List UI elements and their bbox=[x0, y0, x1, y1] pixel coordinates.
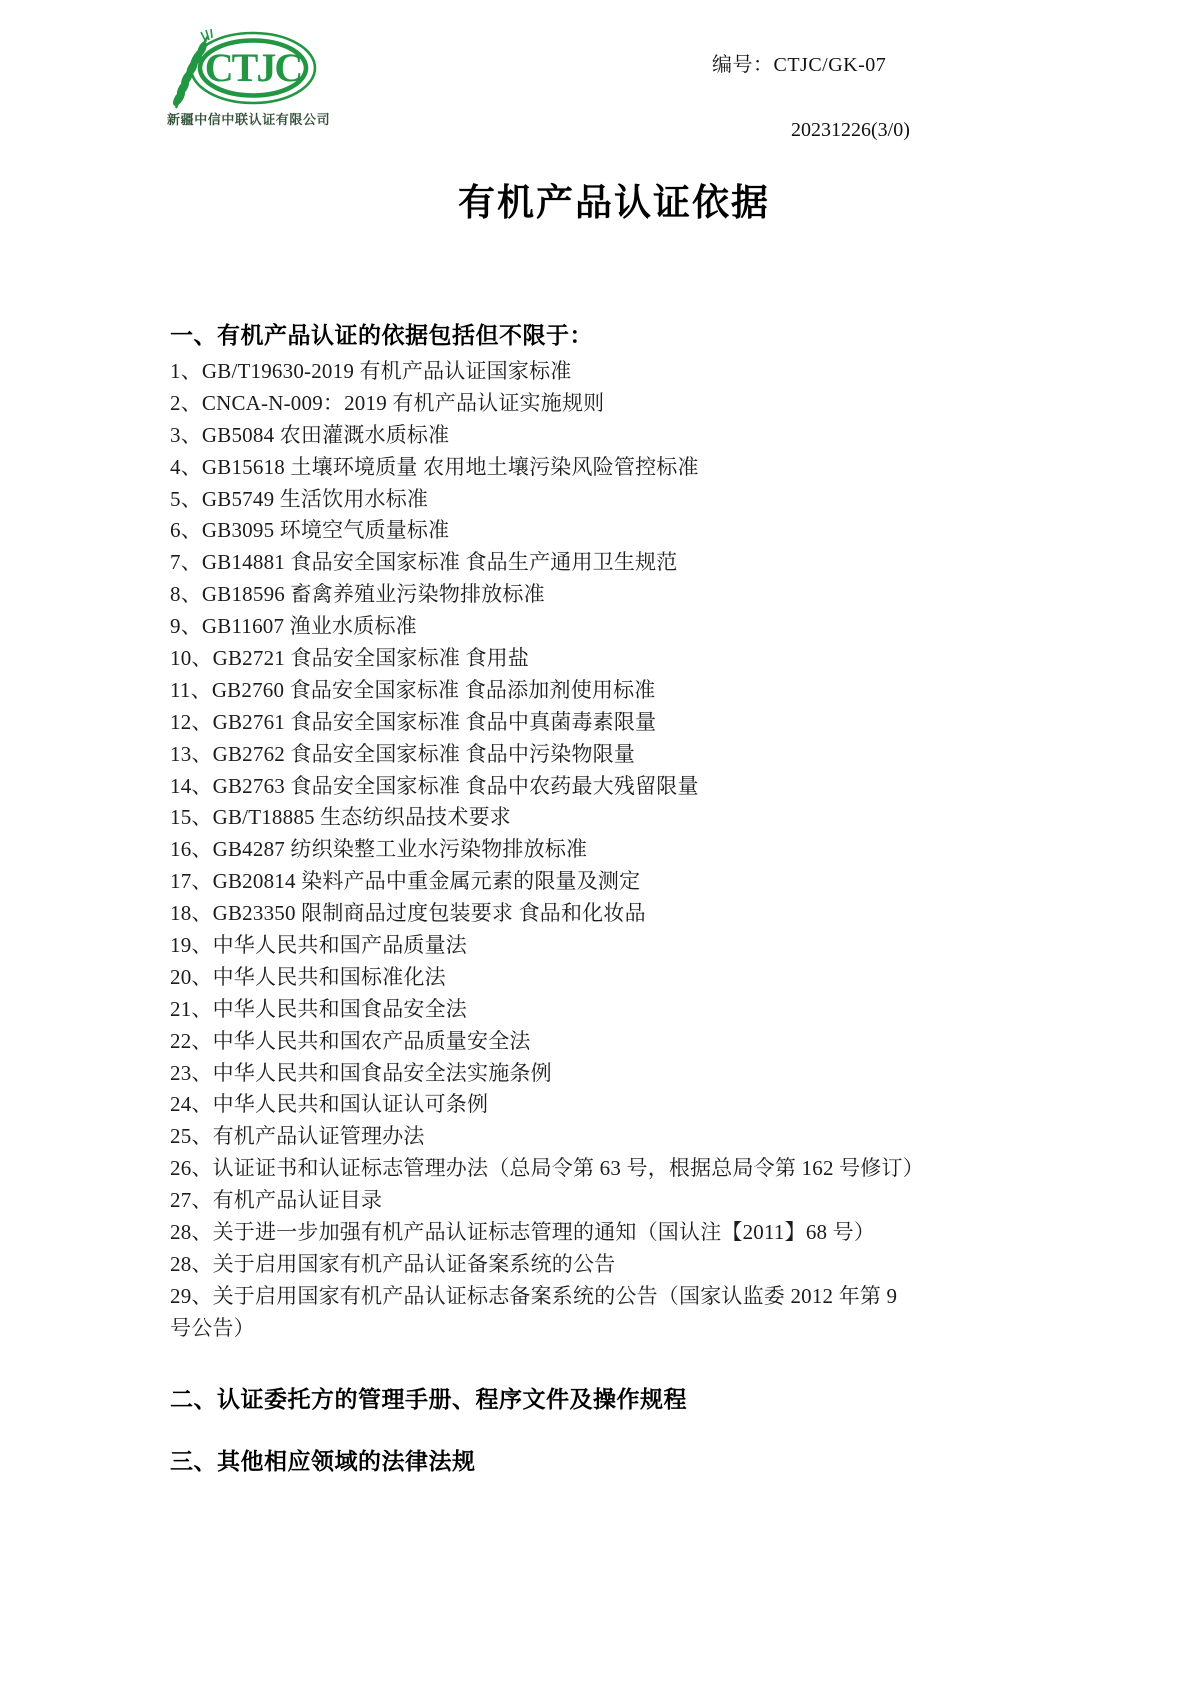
list-item: 10、GB2721 食品安全国家标准 食用盐 bbox=[170, 646, 530, 671]
list-item: 4、GB15618 土壤环境质量 农用地土壤污染风险管控标准 bbox=[170, 454, 699, 479]
list-item: 11、GB2760 食品安全国家标准 食品添加剂使用标准 bbox=[170, 677, 656, 702]
standards-list bbox=[170, 356, 1070, 1345]
doc-number: 编号：CTJC/GK-07 bbox=[712, 54, 887, 76]
list-item: 6、GB3095 环境空气质量标准 bbox=[170, 518, 450, 543]
company-logo bbox=[160, 28, 360, 110]
list-item: 20、中华人民共和国标准化法 bbox=[170, 964, 446, 989]
list-item: 28、关于进一步加强有机产品认证标志管理的通知（国认注【2011】68 号） bbox=[170, 1220, 876, 1245]
ctjc-logo-icon bbox=[160, 28, 325, 110]
page-title: 有机产品认证依据 bbox=[458, 182, 770, 223]
list-item: 24、中华人民共和国认证认可条例 bbox=[170, 1092, 489, 1117]
list-item: 22、中华人民共和国农产品质量安全法 bbox=[170, 1028, 531, 1053]
list-item: 27、有机产品认证目录 bbox=[170, 1188, 383, 1213]
section-heading-2: 二、认证委托方的管理手册、程序文件及操作规程 bbox=[170, 1386, 687, 1412]
list-item: 2、CNCA-N-009：2019 有机产品认证实施规则 bbox=[170, 390, 605, 415]
list-item: 7、GB14881 食品安全国家标准 食品生产通用卫生规范 bbox=[170, 550, 678, 575]
list-item: 8、GB18596 畜禽养殖业污染物排放标准 bbox=[170, 582, 545, 607]
list-item: 25、有机产品认证管理办法 bbox=[170, 1124, 425, 1149]
list-item: 16、GB4287 纺织染整工业水污染物排放标准 bbox=[170, 837, 588, 862]
list-item: 14、GB2763 食品安全国家标准 食品中农药最大残留限量 bbox=[170, 773, 699, 798]
list-item: 26、认证证书和认证标志管理办法（总局令第 63 号，根据总局令第 162 号修订） bbox=[170, 1156, 924, 1181]
list-item: 1、GB/T19630-2019 有机产品认证国家标准 bbox=[170, 359, 572, 383]
company-name: 新疆中信中联认证有限公司 bbox=[167, 112, 331, 127]
section-heading-3: 三、其他相应领域的法律法规 bbox=[170, 1448, 476, 1474]
list-item: 12、GB2761 食品安全国家标准 食品中真菌毒素限量 bbox=[170, 709, 657, 734]
list-item: 号公告） bbox=[170, 1315, 255, 1340]
list-item: 28、关于启用国家有机产品认证备案系统的公告 bbox=[170, 1251, 616, 1276]
list-item: 15、GB/T18885 生态纺织品技术要求 bbox=[170, 805, 511, 830]
list-item: 18、GB23350 限制商品过度包装要求 食品和化妆品 bbox=[170, 901, 646, 926]
list-item: 13、GB2762 食品安全国家标准 食品中污染物限量 bbox=[170, 741, 636, 766]
list-item: 17、GB20814 染料产品中重金属元素的限量及测定 bbox=[170, 869, 641, 894]
list-item: 3、GB5084 农田灌溉水质标准 bbox=[170, 422, 450, 447]
section-heading-1: 一、有机产品认证的依据包括但不限于： bbox=[170, 322, 593, 348]
list-item: 9、GB11607 渔业水质标准 bbox=[170, 614, 417, 639]
list-item: 5、GB5749 生活饮用水标准 bbox=[170, 486, 429, 511]
list-item: 21、中华人民共和国食品安全法 bbox=[170, 996, 467, 1021]
list-item: 29、关于启用国家有机产品认证标志备案系统的公告（国家认监委 2012 年第 9 bbox=[170, 1283, 898, 1308]
revision-code: 20231226(3/0) bbox=[791, 119, 910, 141]
list-item: 19、中华人民共和国产品质量法 bbox=[170, 933, 467, 958]
svg-text:CTJC: CTJC bbox=[204, 45, 302, 90]
list-item: 23、中华人民共和国食品安全法实施条例 bbox=[170, 1060, 552, 1085]
